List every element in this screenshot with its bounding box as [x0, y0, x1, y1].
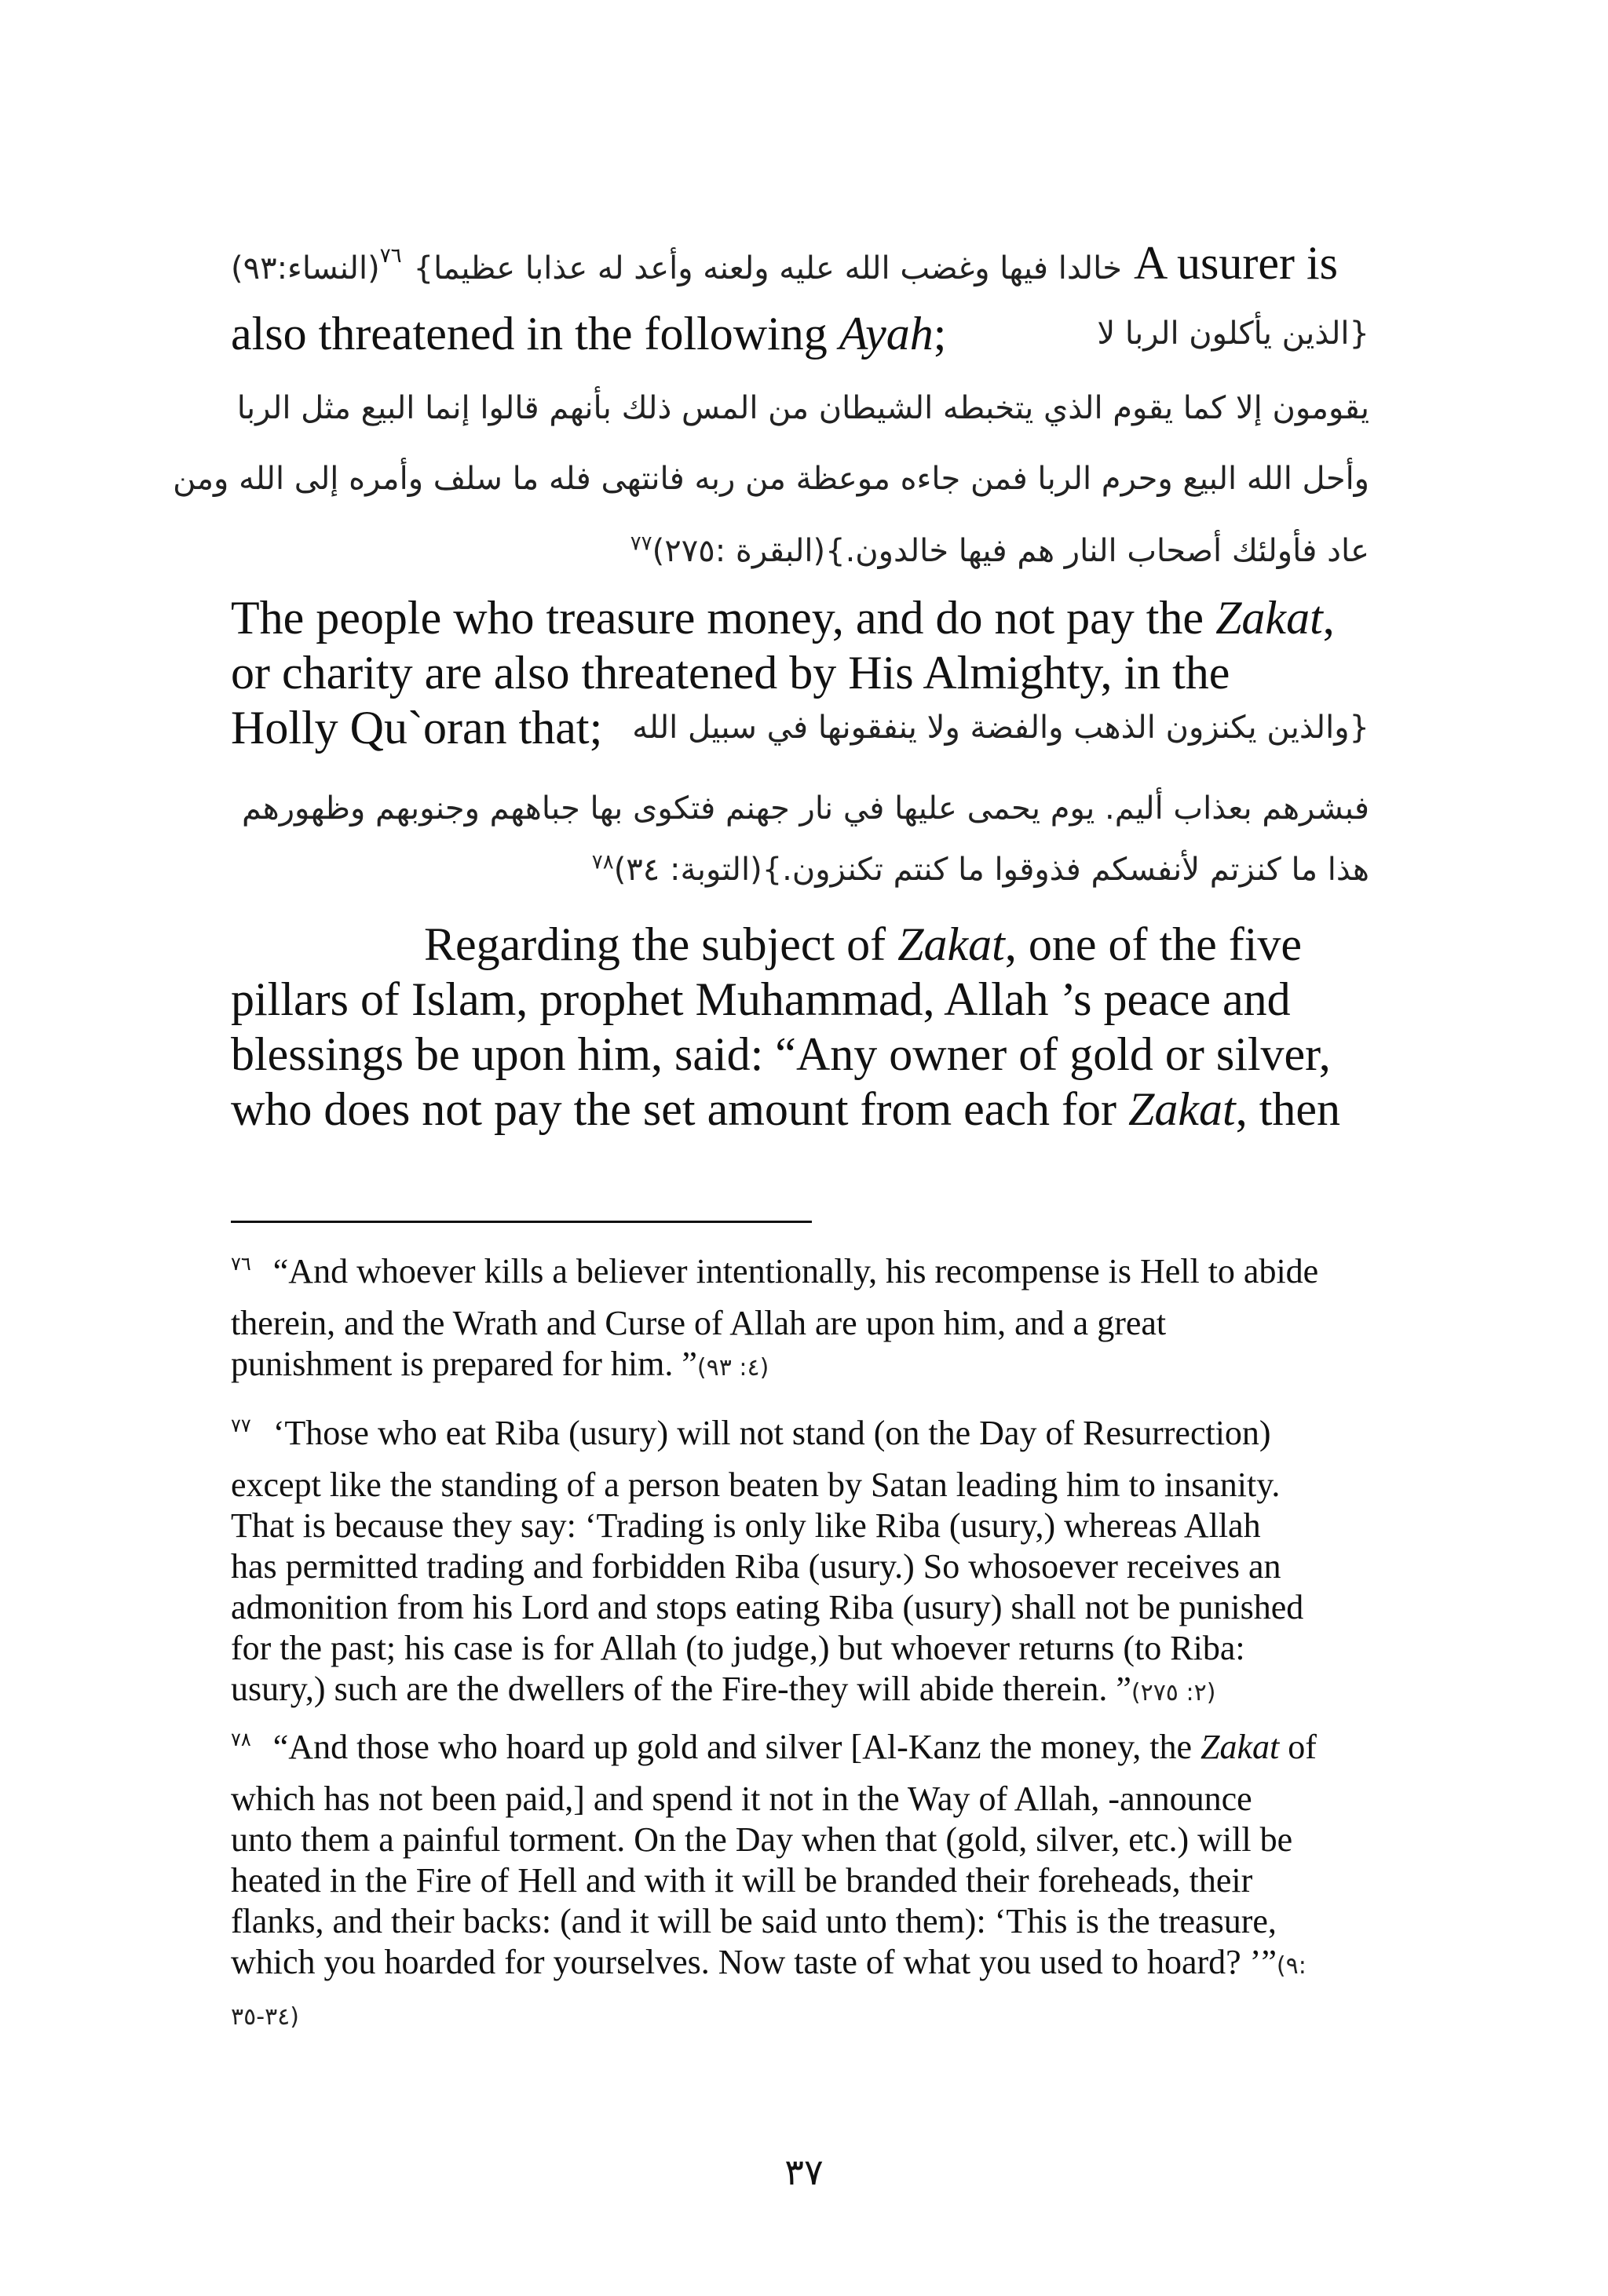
footnote-text: That is because they say: ‘Trading is only like Riba (usury,) whereas Allah: [231, 1506, 1261, 1545]
arabic-line-9: فبشرهم بعذاب أليم. يوم يحمى عليها في نار جهنم فتكوى بها جباههم وجنوبهم وظهورهم: [242, 790, 1369, 827]
quran-reference: (٩:: [1276, 1952, 1306, 1980]
body-line-13: blessings be upon him, said: “Any owner of gold or silver,: [231, 1028, 1331, 1080]
zakat-term: Zakat: [1200, 1728, 1280, 1766]
footnote-text: “And those who hoard up gold and silver [Al-Kanz the money, the: [272, 1728, 1201, 1766]
zakat-term: Zakat: [1128, 1083, 1236, 1135]
body-text: , then: [1235, 1083, 1341, 1135]
body-text: who does not pay the set amount from each for: [231, 1083, 1129, 1135]
footnote-ref-77: ٧٧: [630, 531, 652, 556]
ayah-term: Ayah: [839, 308, 934, 360]
arabic-line-3: يقومون إلا كما يقوم الذي يتخبطه الشيطان من المس ذلك بأنهم قالوا إنما البيع مثل الربا: [236, 390, 1369, 426]
footnote-text: for the past; his case is for Allah (to judge,) but whoever returns (to Riba:: [231, 1629, 1245, 1667]
body-line-6: [231, 590, 1369, 645]
quran-reference: (٤: ٩٣): [696, 1354, 769, 1382]
arabic-line-4: وأحل الله البيع وحرم الربا فمن جاءه موعظة من ربه فانتهى فله ما سلف وأمره إلى الله ومن: [173, 461, 1369, 497]
zakat-term: Zakat: [1215, 592, 1323, 644]
footnote-divider: [231, 1221, 812, 1223]
body-text: Regarding the subject of: [424, 918, 898, 970]
body-line-14: [231, 1082, 1369, 1137]
arabic-verse: {والذين يكنزون الذهب والفضة ولا ينفقونها في سبيل الله: [632, 710, 1369, 746]
footnote-mark: ٧٨: [231, 1728, 251, 1751]
body-line-2: [231, 306, 1369, 361]
quran-reference: ٣٤-٣٥): [231, 2003, 300, 2031]
footnote-text: which you hoarded for yourselves. Now taste of what you used to hoard? ’”: [231, 1943, 1277, 1981]
arabic-verse: خالدا فيها وغضب الله عليه ولعنه وأعد له عذابا عظيما}: [413, 250, 1122, 287]
footnote-76: [231, 1251, 1369, 1389]
body-text: , one of the five: [1004, 918, 1303, 970]
body-text: A usurer is: [1133, 237, 1338, 289]
footnote-ref-76: ٧٦: [379, 244, 402, 267]
arabic-line-10: [591, 846, 1369, 893]
arabic-verse: عاد فأولئك أصحاب النار هم فيها خالدون.}: [825, 533, 1369, 569]
page-number: ٣٧: [784, 2151, 824, 2193]
body-text: The people who treasure money, and do not pay the: [231, 592, 1216, 644]
quran-reference: (البقرة :٢٧٥): [652, 533, 826, 569]
punctuation: ;: [933, 308, 947, 360]
zakat-term: Zakat: [897, 918, 1005, 970]
footnote-77: [231, 1413, 1369, 1714]
footnote-78: [231, 1727, 1369, 2038]
footnote-text: therein, and the Wrath and Curse of Allah are upon him, and a great: [231, 1304, 1167, 1342]
body-line-12: pillars of Islam, prophet Muhammad, Allah ’s peace and: [231, 973, 1291, 1025]
footnote-text: has permitted trading and forbidden Riba (usury.) So whosoever receives an: [231, 1547, 1281, 1586]
body-text: also threatened in the following: [231, 308, 839, 360]
footnote-text: punishment is prepared for him. ”: [231, 1345, 697, 1383]
quran-reference: (النساء:٩٣): [231, 250, 380, 287]
body-line-7: or charity are also threatened by His Almighty, in the: [231, 647, 1230, 699]
quran-reference: (التوبة: ٣٤): [613, 852, 762, 888]
footnote-text: heated in the Fire of Hell and with it will be branded their foreheads, their: [231, 1861, 1253, 1900]
body-text: Holly Qu`oran that;: [231, 702, 603, 754]
footnote-text: flanks, and their backs: (and it will be said unto them): ‘This is the treasure,: [231, 1902, 1277, 1940]
footnote-mark: ٧٦: [231, 1253, 251, 1276]
arabic-line-5: [630, 527, 1369, 575]
footnote-text: usury,) such are the dwellers of the Fire-they will abide therein. ”: [231, 1670, 1131, 1708]
footnote-ref-78: ٧٨: [591, 850, 614, 874]
footnote-text: ‘Those who eat Riba (usury) will not stand (on the Day of Resurrection): [272, 1414, 1271, 1452]
footnote-text: except like the standing of a person beaten by Satan leading him to insanity.: [231, 1466, 1281, 1504]
arabic-verse: {الذين يأكلون الربا لا: [1097, 316, 1369, 352]
footnote-mark: ٧٧: [231, 1414, 251, 1437]
body-line-1: [231, 235, 1369, 296]
body-line-11: [424, 917, 1562, 972]
footnote-text: which has not been paid,] and spend it not in the Way of Allah, -announce: [231, 1779, 1252, 1818]
footnote-text: “And whoever kills a believer intentionally, his recompense is Hell to abide: [272, 1252, 1319, 1290]
body-line-8: [231, 700, 1369, 755]
footnote-text: admonition from his Lord and stops eating Riba (usury) shall not be punished: [231, 1588, 1304, 1626]
arabic-verse: هذا ما كنزتم لأنفسكم فذوقوا ما كنتم تكنزون.}: [762, 852, 1369, 888]
footnote-text: unto them a painful torment. On the Day when that (gold, silver, etc.) will be: [231, 1820, 1293, 1859]
footnote-text: of: [1279, 1728, 1317, 1766]
quran-reference: (٢: ٢٧٥): [1131, 1679, 1216, 1706]
punctuation: ,: [1322, 592, 1335, 644]
